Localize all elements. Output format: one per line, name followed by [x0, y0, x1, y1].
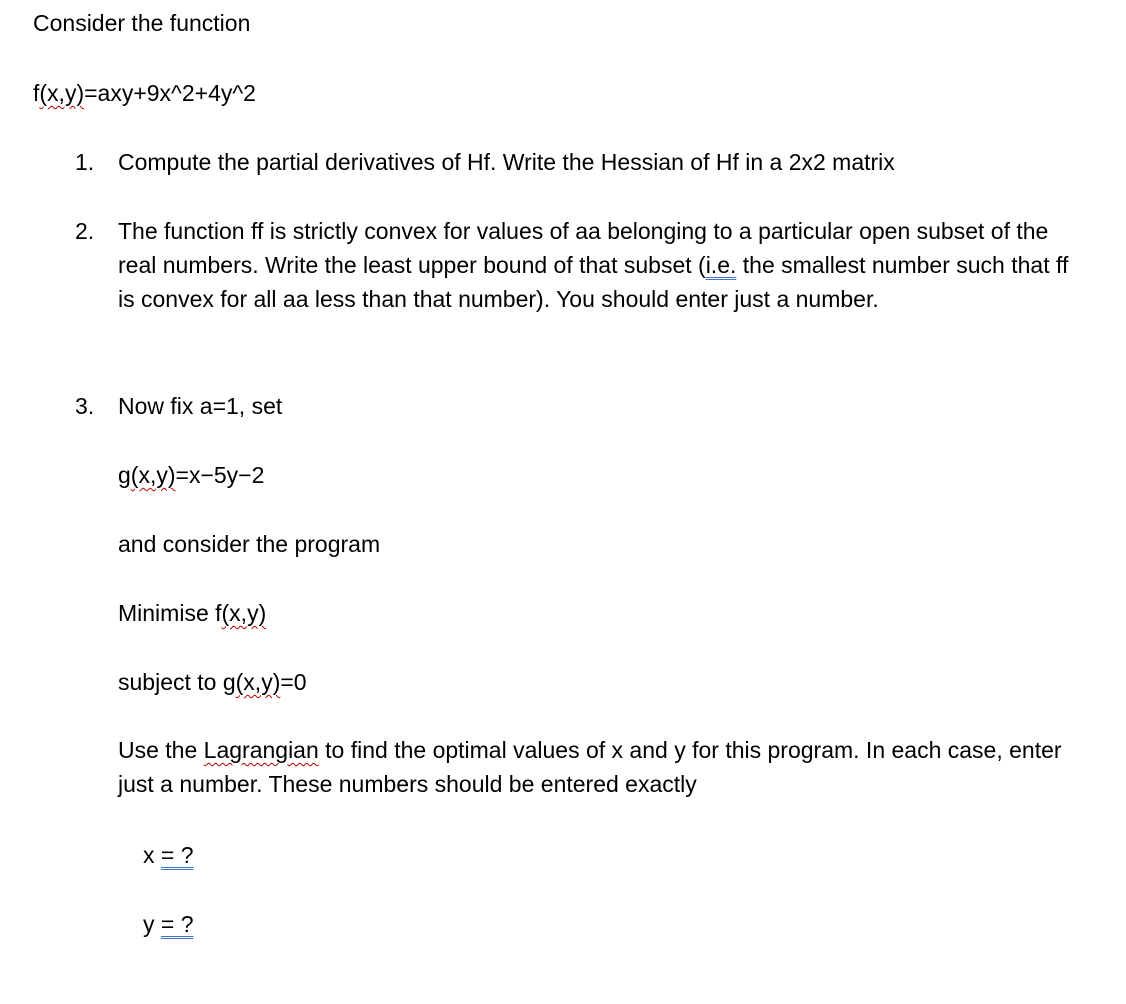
function-f-definition [33, 76, 256, 110]
minimise-label: Minimise f [118, 600, 222, 626]
answer-y [143, 907, 194, 941]
subject-to-line [118, 665, 307, 699]
function-f-args: (x,y) [39, 80, 85, 106]
subject-args: (x,y) [235, 669, 281, 695]
item-2-ie: i.e. [705, 252, 737, 278]
answer-x-label: x [143, 842, 161, 868]
function-f-rhs: =axy+9x^2+4y^2 [84, 80, 256, 106]
function-g-rhs: =x−5y−2 [175, 462, 265, 488]
item-2-text-after: the smallest number such that ff is convex for all aa less than that number). You should enter just a number. [118, 252, 1069, 312]
lagrangian-word: Lagrangian [203, 737, 319, 763]
item-1-text: Compute the partial derivatives of Hf. Write the Hessian of Hf in a 2x2 matrix [118, 149, 895, 175]
intro-text: Consider the function [33, 10, 251, 36]
answer-x [143, 838, 194, 872]
item-3-number: 3. [75, 393, 95, 419]
item-2-text [118, 214, 1083, 316]
function-g-args: (x,y) [130, 462, 176, 488]
answer-y-value: = ? [160, 911, 194, 937]
item-3-text: Now fix a=1, set [118, 393, 283, 419]
answer-x-value: = ? [160, 842, 194, 868]
minimise-line [118, 596, 266, 630]
use-after: to find the optimal values of x and y for this program. In each case, enter just a number. These numbers should be entered exactly [118, 737, 1062, 797]
item-2-text-before: The function ff is strictly convex for values of aa belonging to a particular open subset of the real numbers. Write the least upper bound of that subset ( [118, 218, 1049, 278]
item-2-number: 2. [75, 218, 95, 244]
minimise-args: (x,y) [221, 600, 267, 626]
function-g-definition [118, 458, 264, 492]
lagrangian-instructions [118, 733, 1078, 801]
subject-rhs: =0 [280, 669, 307, 695]
item-1-number: 1. [75, 149, 95, 175]
consider-program-text: and consider the program [118, 531, 381, 557]
answer-y-label: y [143, 911, 161, 937]
function-g-name: g [118, 462, 131, 488]
subject-label: subject to g [118, 669, 236, 695]
use-before: Use the [118, 737, 204, 763]
function-f-name: f [33, 80, 40, 106]
